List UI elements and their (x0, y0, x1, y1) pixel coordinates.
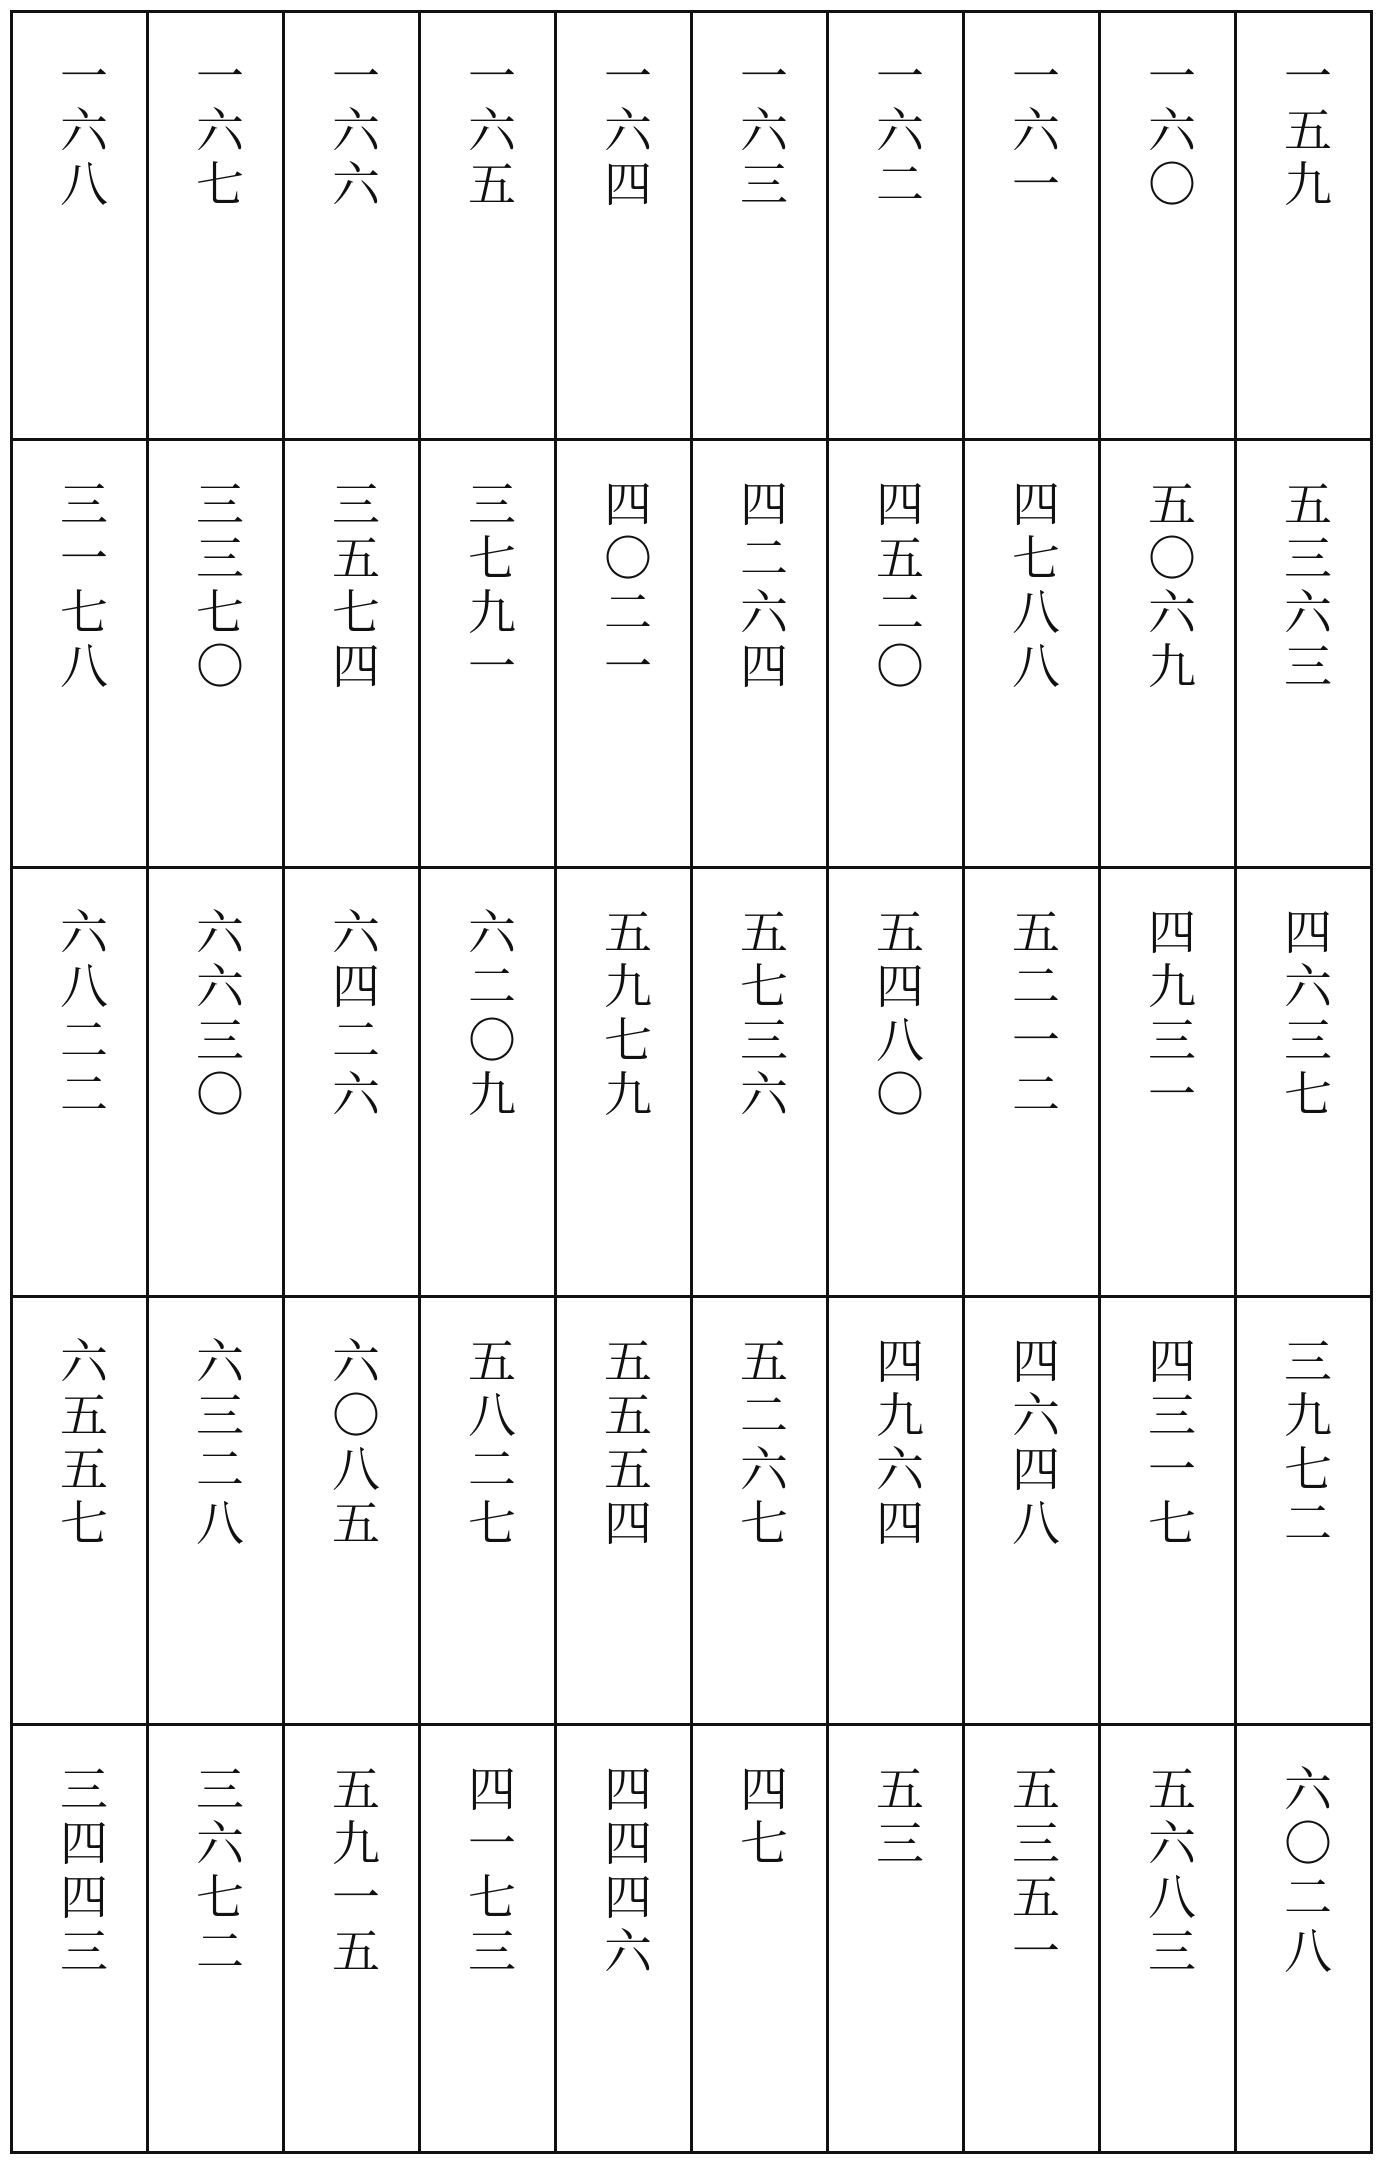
table-cell (421, 441, 557, 869)
table-cell (13, 441, 149, 869)
table-cell (285, 13, 421, 441)
table-cell (693, 1298, 829, 1726)
table-cell (829, 441, 965, 869)
cell-text: 五七三六 (731, 907, 788, 1124)
cell-text: 一五九 (1275, 51, 1332, 213)
table-cell (285, 441, 421, 869)
cell-text: 四〇二一 (595, 479, 652, 696)
table-cell (557, 1726, 693, 2154)
cell-text: 一六四 (595, 51, 652, 213)
cell-text: 五八二七 (459, 1335, 516, 1552)
cell-text: 六三二八 (187, 1335, 244, 1552)
cell-text: 五九七九 (595, 907, 652, 1124)
cell-text: 四七八八 (1003, 479, 1060, 696)
cell-text: 五三五一 (1003, 1763, 1060, 1980)
cell-text: 三七九一 (459, 479, 516, 696)
table-cell (965, 1298, 1101, 1726)
cell-text: 六〇二八 (1275, 1763, 1332, 1980)
table-cell (421, 1726, 557, 2154)
cell-text: 五三 (867, 1763, 924, 1872)
table-cell (1237, 13, 1373, 441)
table-cell (829, 1298, 965, 1726)
cell-text: 四一七三 (459, 1763, 516, 1980)
cell-text: 四六四八 (1003, 1335, 1060, 1552)
cell-text: 六六三〇 (187, 907, 244, 1124)
table-cell (1101, 1726, 1237, 2154)
cell-text: 五五五四 (595, 1335, 652, 1552)
cell-text: 一六五 (459, 51, 516, 213)
cell-text: 一六二 (867, 51, 924, 213)
table-cell (1237, 1726, 1373, 2154)
table-cell (829, 1726, 965, 2154)
table-cell (1237, 441, 1373, 869)
cell-text: 四五二〇 (867, 479, 924, 696)
cell-text: 三六七二 (187, 1763, 244, 1980)
table-cell (965, 869, 1101, 1297)
table-cell (1101, 441, 1237, 869)
cell-text: 四九六四 (867, 1335, 924, 1552)
cell-text: 四二六四 (731, 479, 788, 696)
cell-text: 一六七 (187, 51, 244, 213)
table-cell (693, 441, 829, 869)
table-cell (149, 1726, 285, 2154)
table-cell (149, 13, 285, 441)
table-cell (13, 13, 149, 441)
table-cell (693, 1726, 829, 2154)
table-cell (421, 13, 557, 441)
cell-text: 三五七四 (323, 479, 380, 696)
number-table (10, 10, 1373, 2154)
cell-text: 一六三 (731, 51, 788, 213)
table-cell (1101, 1298, 1237, 1726)
cell-text: 三九七二 (1275, 1335, 1332, 1552)
cell-text: 五二六七 (731, 1335, 788, 1552)
table-cell (829, 13, 965, 441)
table-cell (13, 1298, 149, 1726)
cell-text: 三三七〇 (187, 479, 244, 696)
table-cell (557, 869, 693, 1297)
cell-text: 五〇六九 (1139, 479, 1196, 696)
cell-text: 六二〇九 (459, 907, 516, 1124)
table-cell (693, 13, 829, 441)
cell-text: 一六〇 (1139, 51, 1196, 213)
table-cell (965, 13, 1101, 441)
table-cell (557, 1298, 693, 1726)
cell-text: 六〇八五 (323, 1335, 380, 1552)
cell-text: 六五五七 (51, 1335, 108, 1552)
table-cell (829, 869, 965, 1297)
table-cell (285, 1298, 421, 1726)
table-cell (557, 441, 693, 869)
cell-text: 一六六 (323, 51, 380, 213)
table-cell (13, 1726, 149, 2154)
table-cell (1237, 1298, 1373, 1726)
table-cell (965, 441, 1101, 869)
cell-text: 四七 (731, 1763, 788, 1872)
cell-text: 五九一五 (323, 1763, 380, 1980)
cell-text: 一六八 (51, 51, 108, 213)
table-cell (693, 869, 829, 1297)
cell-text: 四四四六 (595, 1763, 652, 1980)
table-cell (1237, 869, 1373, 1297)
cell-text: 五四八〇 (867, 907, 924, 1124)
cell-text: 三一七八 (51, 479, 108, 696)
cell-text: 三四四三 (51, 1763, 108, 1980)
table-cell (965, 1726, 1101, 2154)
cell-text: 四六三七 (1275, 907, 1332, 1124)
table-cell (149, 1298, 285, 1726)
table-cell (557, 13, 693, 441)
table-cell (1101, 869, 1237, 1297)
cell-text: 六八二二 (51, 907, 108, 1124)
table-cell (1101, 13, 1237, 441)
cell-text: 六四二六 (323, 907, 380, 1124)
cell-text: 五六八三 (1139, 1763, 1196, 1980)
cell-text: 四三一七 (1139, 1335, 1196, 1552)
cell-text: 五三六三 (1275, 479, 1332, 696)
table-cell (421, 869, 557, 1297)
table-cell (13, 869, 149, 1297)
table-cell (149, 441, 285, 869)
table-cell (285, 869, 421, 1297)
cell-text: 一六一 (1003, 51, 1060, 213)
table-cell (149, 869, 285, 1297)
table-cell (285, 1726, 421, 2154)
table-cell (421, 1298, 557, 1726)
cell-text: 四九三一 (1139, 907, 1196, 1124)
cell-text: 五二一二 (1003, 907, 1060, 1124)
